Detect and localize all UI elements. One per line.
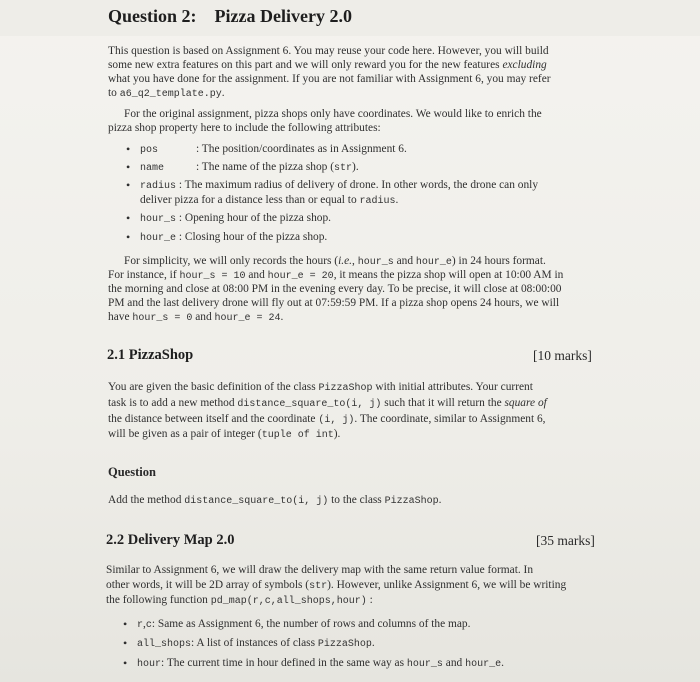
- s21-line-4: will be given as a pair of integer (tuple of int).: [108, 428, 341, 441]
- s22-line-3: the following function pd_map(r,c,all_shops,hour) :: [106, 594, 373, 607]
- s21-line-2: task is to add a new method distance_square_to(i, j) such that it will return the square of: [108, 397, 547, 410]
- section-2-2-heading: 2.2 Delivery Map 2.0: [106, 532, 235, 548]
- s22-line-2: other words, it will be 2D array of symbols (str). However, unlike Assignment 6, we will be writing: [106, 579, 567, 592]
- s21-line-1: You are given the basic definition of the class PizzaShop with initial attributes. Your current: [108, 381, 533, 394]
- attr-intro-line-1: For the original assignment, pizza shops only have coordinates. We would like to enrich the: [124, 108, 542, 120]
- intro-line-3: what you have done for the assignment. If you are not familiar with Assignment 6, you may refer: [108, 73, 551, 85]
- attr-name: • name : The name of the pizza shop (str).: [126, 160, 359, 174]
- question-name: Pizza Delivery 2.0: [214, 6, 352, 26]
- section-2-2-marks: [35 marks]: [536, 533, 595, 548]
- intro-line-1: This question is based on Assignment 6. You may reuse your code here. However, you will build: [108, 45, 549, 57]
- question-number: Question 2:: [108, 6, 197, 26]
- attr-hour-s: • hour_s : Opening hour of the pizza shop.: [126, 211, 332, 225]
- intro-line-4: to a6_q2_template.py.: [108, 87, 225, 100]
- attr-intro-line-2: pizza shop property here to include the following attributes:: [108, 122, 381, 134]
- s22-bullet-rc: • r,c: Same as Assignment 6, the number of rows and columns of the map.: [123, 617, 471, 631]
- hours-line-4: PM and the last delivery drone will fly out at 07:59:59 PM. If a pizza shop opens 24 hours, we will: [108, 297, 560, 309]
- s21-line-3: the distance between itself and the coordinate (i, j). The coordinate, similar to Assignment 6,: [108, 413, 546, 426]
- question-title: [108, 6, 352, 27]
- attr-radius: • radius : The maximum radius of delivery of drone. In other words, the drone can only: [126, 178, 539, 192]
- question-label: Question: [108, 465, 156, 479]
- section-2-1-heading: 2.1 PizzaShop: [107, 347, 194, 363]
- s22-line-1: Similar to Assignment 6, we will draw the delivery map with the same return value format. In: [106, 564, 534, 576]
- s22-bullet-hour: • hour: The current time in hour defined in the same way as hour_s and hour_e.: [123, 656, 504, 670]
- hours-line-1: For simplicity, we will only records the hours (i.e., hour_s and hour_e) in 24 hours format.: [124, 255, 546, 268]
- attr-hour-e: • hour_e : Closing hour of the pizza shop.: [126, 230, 328, 244]
- intro-line-2: some new extra features on this part and we will only reward you for the new features excluding: [108, 59, 547, 71]
- s21-question-text: Add the method distance_square_to(i, j) to the class PizzaShop.: [108, 494, 442, 507]
- attr-radius-cont: deliver pizza for a distance less than or equal to radius.: [140, 194, 399, 207]
- s22-bullet-all-shops: • all_shops: A list of instances of class PizzaShop.: [123, 636, 375, 650]
- hours-line-3: the morning and close at 08:00 PM in the evening every day. To be precise, it will close at 08:00:00: [108, 283, 562, 295]
- section-2-1-marks: [10 marks]: [533, 348, 592, 363]
- hours-line-5: have hour_s = 0 and hour_e = 24.: [108, 311, 284, 324]
- hours-line-2: For instance, if hour_s = 10 and hour_e = 20, it means the pizza shop will open at 10:00 AM in: [108, 269, 564, 282]
- attr-pos: • pos : The position/coordinates as in Assignment 6.: [126, 142, 407, 156]
